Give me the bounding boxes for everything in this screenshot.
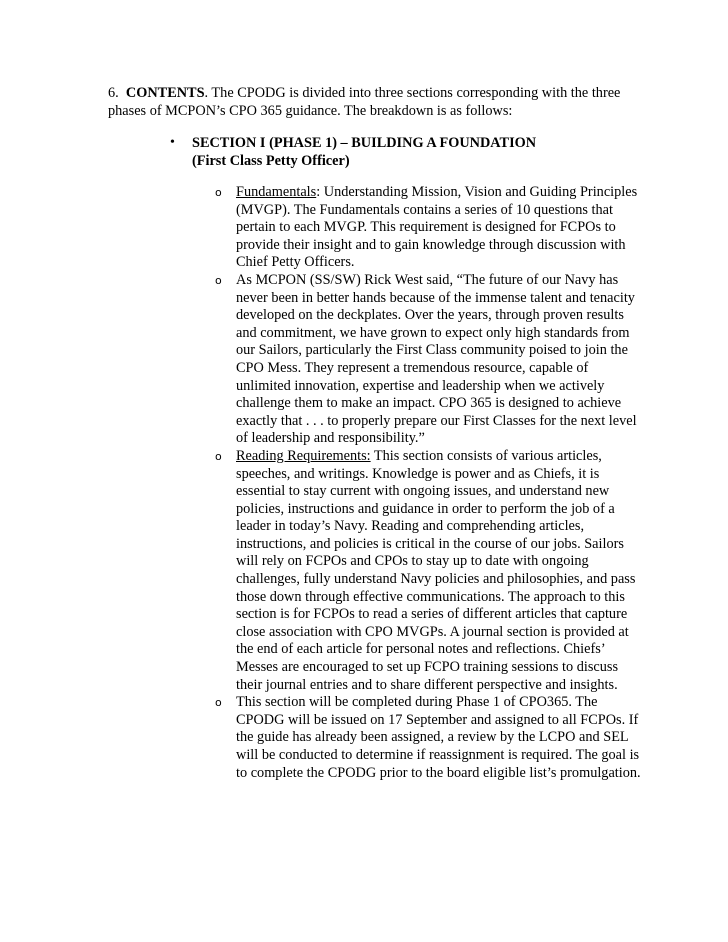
list-item-phase-completion — [215, 694, 645, 782]
item-text: : Understanding Mission, Vision and Guiding Principles (MVGP). The Fundamentals contains a series of 10 questions that pertain to each MVGP. This requirement is designed for FCPOs to provide their insight and to gain knowledge through discussion with Chief Petty Officers. — [236, 184, 638, 271]
bullet-icon: • — [170, 135, 175, 150]
hollow-bullet-icon: o — [215, 696, 222, 710]
section-heading-title: SECTION I (PHASE 1) – BUILDING A FOUNDATION — [192, 135, 537, 151]
paragraph-number: 6. — [108, 85, 119, 101]
contents-paragraph — [108, 84, 648, 120]
section-heading — [192, 134, 652, 170]
item-text: As MCPON (SS/SW) Rick West said, “The future of our Navy has never been in better hands because of the immense talent and tenacity developed on the deckplates. Over the years, through proven results and commitment, we have grown to expect only high standards from our Sailors, particularly the First Class community poised to join the CPO Mess. They represent a tremendous resource, capable of unlimited innovation, expertise and leadership when we actively challenge them to make an impact. CPO 365 is designed to achieve exactly that . . . to properly prepare our First Classes for the next level of leadership and responsibility.” — [236, 271, 637, 447]
item-label: Fundamentals — [236, 184, 317, 200]
hollow-bullet-icon: o — [215, 449, 222, 463]
item-label: Reading Requirements: — [236, 447, 371, 464]
item-text: This section will be completed during Phase 1 of CPO365. The CPODG will be issued on 17 September and assigned to all FCPOs. If the guide has already been assigned, a review by the LCPO and SEL will be conducted to determine if reassignment is required. The goal is to complete the CPODG prior to the board eligible list’s promulgation. — [236, 694, 641, 781]
list-item-reading-requirements — [215, 448, 645, 694]
contents-text: . The CPODG is divided into three sections corresponding with the three phases of MCPON’s CPO 365 guidance. The breakdown is as follows: — [108, 85, 621, 119]
item-text: This section consists of various articles, speeches, and writings. Knowledge is power and as Chiefs, it is essential to stay current with ongoing issues, and understand new policies, instructions and guidance in order to perform the job of a leader in today’s Navy. Reading and comprehending articles, instructions, and policies is critical in the course of our jobs. Sailors will rely on FCPOs and CPOs to stay up to date with ongoing challenges, fully understand Navy policies and philosophies, and pass those down through effective communications. The approach to this section is for FCPOs to read a series of different articles that capture close association with CPO MVGPs. A journal section is provided at the end of each article for personal notes and reflections. Chiefs’ Messes are encouraged to set up FCPO training sessions to discuss their journal entries and to share different perspective and insights. — [236, 447, 636, 693]
hollow-bullet-icon: o — [215, 273, 222, 287]
contents-heading: CONTENTS — [125, 85, 205, 101]
section-sub-list — [215, 184, 645, 782]
list-item-fundamentals — [215, 184, 645, 272]
list-item-mcpon-quote — [215, 272, 645, 448]
hollow-bullet-icon: o — [215, 186, 222, 199]
section-heading-subtitle: (First Class Petty Officer) — [192, 153, 350, 169]
